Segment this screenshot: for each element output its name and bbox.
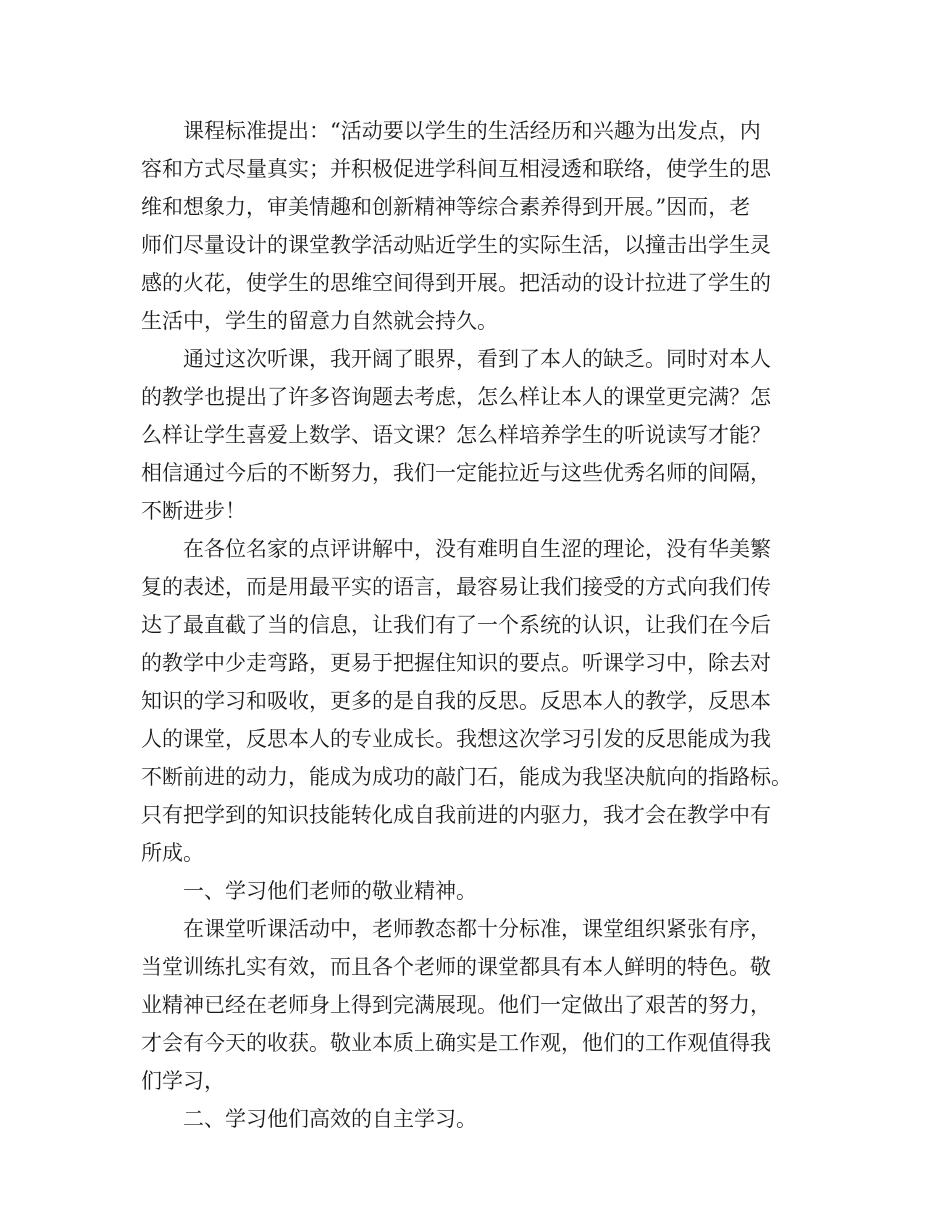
paragraph-curriculum-standard: 课程标准提出：“活动要以学生的生活经历和兴趣为出发点，内 容和方式尽量真实；并积极促进学科间互相浸透和联络，使学生的思 维和想象力，审美情趣和创新精神等综合素养得到开展。”因而，老 师们尽量设计的课堂教学活动贴近学生的实际生活，以撞击出学生灵 感的火花，使学生的思维空间得到开展。把活动的设计拉进了学生的 生活中，学生的留意力自然就会持久。 xyxy=(141,119,771,333)
paragraph-expert-comments: 在各位名家的点评讲解中，没有难明自生涩的理论，没有华美繁 复的表述，而是用最平实的语言，最容易让我们接受的方式向我们传 达了最直截了当的信息，让我们有了一个系统的认识，让我们在今后 的教学中少走弯路，更易于把握住知识的要点。听课学习中，除去对 知识的学习和吸收，更多的是自我的反思。反思本人的教学，反思本 人的课堂，反思本人的专业成长。我想这次学习引发的反思能成为我 不断前进的动力，能成为成功的敲门石，能成为我坚决航向的指路标。 只有把学到的知识技能转化成自我前进的内驱力，我才会在教学中有 所成。 xyxy=(141,537,792,865)
paragraph-dedication: 在课堂听课活动中，老师教态都十分标准，课堂组织紧张有序， 当堂训练扎实有效，而且各个老师的课堂都具有本人鲜明的特色。敬 业精神已经在老师身上得到完满展现。他们一定做出了艰苦的努力， 才会有今天的收获。敬业本质上确实是工作观，他们的工作观值得我 们学习， xyxy=(141,917,771,1093)
document-body xyxy=(141,112,816,1138)
section-heading-self-learning: 二、学习他们高效的自主学习。 xyxy=(183,1107,477,1131)
section-heading-dedication: 一、学习他们老师的敬业精神。 xyxy=(183,879,477,903)
paragraph-observation-reflection: 通过这次听课，我开阔了眼界，看到了本人的缺乏。同时对本人 的教学也提出了许多咨询题去考虑，怎么样让本人的课堂更完满？怎 么样让学生喜爱上数学、语文课？怎么样培养学生的听说读写才能？ 相信通过今后的不断努力，我们一定能拉近与这些优秀名师的间隔， 不断进步！ xyxy=(141,347,771,523)
